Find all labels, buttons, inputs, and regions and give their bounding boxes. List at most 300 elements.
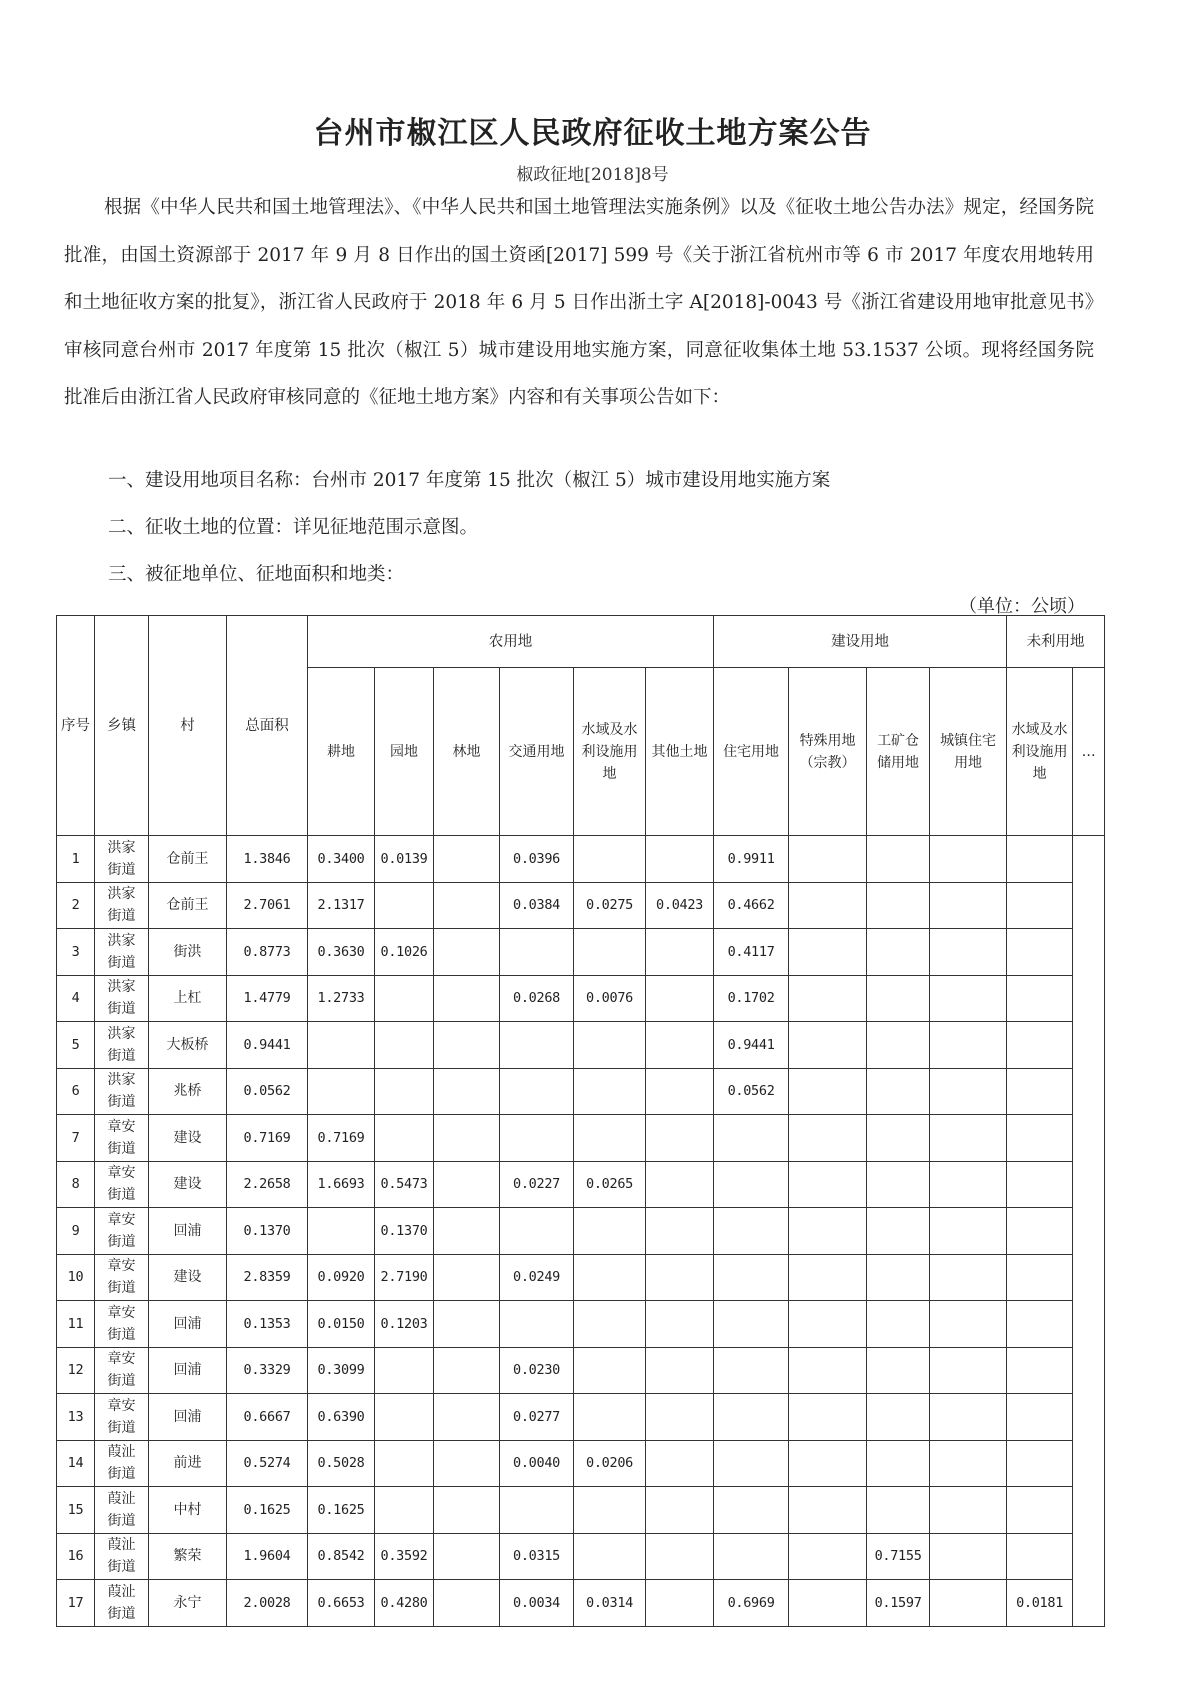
- cell-value: 0.0275: [574, 882, 646, 929]
- cell-value: 0.0181: [1007, 1580, 1073, 1627]
- cell-value: [375, 1394, 434, 1441]
- cell-value: [1007, 836, 1073, 883]
- cell-total: 0.0562: [227, 1068, 308, 1115]
- cell-value: 0.3592: [375, 1533, 434, 1580]
- cell-unused-other-empty: [1073, 836, 1105, 1627]
- cell-value: [375, 1347, 434, 1394]
- cell-seq: 1: [57, 836, 95, 883]
- town-line: 街道: [107, 908, 136, 925]
- cell-town: [95, 1301, 149, 1348]
- header-total: 总面积: [227, 616, 308, 836]
- cell-total: 1.3846: [227, 836, 308, 883]
- cell-value: 0.1026: [375, 929, 434, 976]
- cell-seq: 9: [57, 1208, 95, 1255]
- table-row: [57, 1394, 1105, 1441]
- cell-value: 0.0206: [574, 1440, 646, 1487]
- cell-value: [789, 1487, 867, 1534]
- cell-value: [434, 882, 500, 929]
- cell-town: [95, 1161, 149, 1208]
- cell-value: [714, 1533, 789, 1580]
- cell-value: [308, 1208, 375, 1255]
- town-line: 街道: [107, 1094, 136, 1111]
- cell-value: [574, 1487, 646, 1534]
- cell-value: [789, 929, 867, 976]
- cell-value: 0.0314: [574, 1580, 646, 1627]
- item-location: 二、征收土地的位置：详见征地范围示意图。: [108, 517, 479, 538]
- cell-value: [574, 1533, 646, 1580]
- cell-value: [789, 1161, 867, 1208]
- cell-value: [1007, 1115, 1073, 1162]
- cell-value: [867, 1068, 930, 1115]
- cell-value: [789, 1022, 867, 1069]
- cell-value: [434, 1068, 500, 1115]
- item-project-name: 一、建设用地项目名称：台州市 2017 年度第 15 批次（椒江 5）城市建设用地实施方案: [108, 470, 831, 491]
- town-line: 章安: [107, 1304, 136, 1321]
- cell-value: [574, 1068, 646, 1115]
- cell-village: 大板桥: [149, 1022, 227, 1069]
- cell-value: [714, 1487, 789, 1534]
- cell-value: 0.1597: [867, 1580, 930, 1627]
- cell-seq: 17: [57, 1580, 95, 1627]
- cell-seq: 10: [57, 1254, 95, 1301]
- cell-value: [867, 882, 930, 929]
- cell-value: 0.0230: [500, 1347, 574, 1394]
- cell-village: 仓前王: [149, 882, 227, 929]
- town-line: 洪家: [107, 1072, 136, 1089]
- cell-value: 0.1702: [714, 975, 789, 1022]
- cell-town: [95, 1440, 149, 1487]
- cell-value: [930, 1580, 1007, 1627]
- cell-total: 2.2658: [227, 1161, 308, 1208]
- cell-value: [789, 1208, 867, 1255]
- cell-value: [375, 975, 434, 1022]
- cell-village: 建设: [149, 1254, 227, 1301]
- cell-value: [789, 1068, 867, 1115]
- cell-total: 0.1625: [227, 1487, 308, 1534]
- cell-value: 0.0040: [500, 1440, 574, 1487]
- town-line: 洪家: [107, 839, 136, 856]
- cell-value: [574, 1022, 646, 1069]
- cell-total: 0.8773: [227, 929, 308, 976]
- cell-value: [930, 1022, 1007, 1069]
- cell-town: [95, 1068, 149, 1115]
- cell-value: [434, 836, 500, 883]
- town-line: 街道: [107, 1233, 136, 1250]
- cell-town: [95, 1208, 149, 1255]
- town-line: 章安: [107, 1258, 136, 1275]
- cell-value: [1007, 1068, 1073, 1115]
- cell-value: 0.0384: [500, 882, 574, 929]
- table-row: [57, 1068, 1105, 1115]
- cell-value: [646, 1440, 714, 1487]
- town-line: 街道: [107, 1512, 136, 1529]
- table-row: [57, 929, 1105, 976]
- cell-value: [646, 975, 714, 1022]
- cell-value: [867, 975, 930, 1022]
- cell-village: 上杠: [149, 975, 227, 1022]
- table-row: [57, 882, 1105, 929]
- cell-value: [714, 1347, 789, 1394]
- town-line: 街道: [107, 1605, 136, 1622]
- cell-value: [574, 1115, 646, 1162]
- cell-value: [1007, 1487, 1073, 1534]
- cell-value: 0.7169: [308, 1115, 375, 1162]
- header-group-unused: 未利用地: [1007, 616, 1105, 668]
- header-group-agricultural: 农用地: [308, 616, 714, 668]
- cell-value: 0.7155: [867, 1533, 930, 1580]
- cell-value: 0.0150: [308, 1301, 375, 1348]
- header-agri-1: 园地: [375, 668, 434, 836]
- cell-value: [1007, 975, 1073, 1022]
- cell-value: [375, 882, 434, 929]
- cell-value: [646, 1301, 714, 1348]
- cell-value: [930, 1068, 1007, 1115]
- cell-value: 0.0315: [500, 1533, 574, 1580]
- town-line: 洪家: [107, 932, 136, 949]
- cell-value: [434, 1394, 500, 1441]
- header-unused-0: 水域及水利设施用地: [1007, 668, 1073, 836]
- cell-value: [714, 1161, 789, 1208]
- header-build-2: 工矿仓储用地: [867, 668, 930, 836]
- cell-value: [867, 1022, 930, 1069]
- header-agri-2: 林地: [434, 668, 500, 836]
- land-acquisition-table: [56, 615, 1105, 1627]
- header-seq: 序号: [57, 616, 95, 836]
- cell-value: [646, 1254, 714, 1301]
- cell-total: 0.7169: [227, 1115, 308, 1162]
- cell-value: [646, 836, 714, 883]
- cell-value: [308, 1068, 375, 1115]
- cell-value: [646, 1115, 714, 1162]
- table-row: [57, 1533, 1105, 1580]
- cell-value: [867, 1301, 930, 1348]
- cell-town: [95, 836, 149, 883]
- cell-village: 仓前王: [149, 836, 227, 883]
- cell-value: [646, 1487, 714, 1534]
- cell-value: 0.0227: [500, 1161, 574, 1208]
- cell-seq: 11: [57, 1301, 95, 1348]
- cell-town: [95, 929, 149, 976]
- town-line: 街道: [107, 1373, 136, 1390]
- cell-town: [95, 1347, 149, 1394]
- header-group-construction: 建设用地: [714, 616, 1007, 668]
- cell-value: [789, 975, 867, 1022]
- cell-total: 0.3329: [227, 1347, 308, 1394]
- cell-value: [930, 1115, 1007, 1162]
- cell-value: [646, 1161, 714, 1208]
- cell-town: [95, 1254, 149, 1301]
- cell-value: [1007, 1022, 1073, 1069]
- cell-value: [930, 882, 1007, 929]
- cell-value: 0.0423: [646, 882, 714, 929]
- header-build-1: 特殊用地（宗教）: [789, 668, 867, 836]
- cell-value: [714, 1394, 789, 1441]
- town-line: 章安: [107, 1118, 136, 1135]
- town-line: 葭沚: [107, 1537, 136, 1554]
- header-village: 村: [149, 616, 227, 836]
- cell-seq: 4: [57, 975, 95, 1022]
- town-line: 街道: [107, 1419, 136, 1436]
- cell-village: 建设: [149, 1115, 227, 1162]
- cell-value: [434, 1161, 500, 1208]
- town-line: 章安: [107, 1211, 136, 1228]
- document-number: 椒政征地[2018]8号: [516, 165, 669, 185]
- cell-value: 0.1203: [375, 1301, 434, 1348]
- cell-seq: 2: [57, 882, 95, 929]
- cell-village: 回浦: [149, 1347, 227, 1394]
- cell-value: [434, 1115, 500, 1162]
- cell-value: [1007, 882, 1073, 929]
- table-row: [57, 836, 1105, 883]
- cell-value: [867, 929, 930, 976]
- cell-value: [500, 1208, 574, 1255]
- town-line: 章安: [107, 1165, 136, 1182]
- cell-value: [646, 929, 714, 976]
- cell-value: 0.0249: [500, 1254, 574, 1301]
- cell-value: [1007, 1347, 1073, 1394]
- cell-seq: 13: [57, 1394, 95, 1441]
- cell-value: [867, 1161, 930, 1208]
- cell-value: 0.0034: [500, 1580, 574, 1627]
- cell-value: [930, 1394, 1007, 1441]
- cell-town: [95, 1580, 149, 1627]
- cell-value: [500, 1301, 574, 1348]
- header-agri-5: 其他土地: [646, 668, 714, 836]
- cell-value: [1007, 1208, 1073, 1255]
- town-line: 洪家: [107, 886, 136, 903]
- cell-value: [714, 1208, 789, 1255]
- header-unused-1: …: [1073, 668, 1105, 836]
- header-agri-4: 水域及水利设施用地: [574, 668, 646, 836]
- cell-total: 0.6667: [227, 1394, 308, 1441]
- cell-value: 0.3400: [308, 836, 375, 883]
- cell-value: [1007, 1254, 1073, 1301]
- cell-value: [867, 1347, 930, 1394]
- cell-value: [375, 1115, 434, 1162]
- cell-value: [375, 1068, 434, 1115]
- cell-value: 0.4662: [714, 882, 789, 929]
- cell-value: 0.8542: [308, 1533, 375, 1580]
- cell-value: [789, 1301, 867, 1348]
- cell-town: [95, 975, 149, 1022]
- cell-value: 0.5028: [308, 1440, 375, 1487]
- town-line: 洪家: [107, 1025, 136, 1042]
- cell-seq: 16: [57, 1533, 95, 1580]
- cell-town: [95, 882, 149, 929]
- town-line: 街道: [107, 1559, 136, 1576]
- table-row: [57, 1115, 1105, 1162]
- table-row: [57, 1301, 1105, 1348]
- header-agri-0: 耕地: [308, 668, 375, 836]
- cell-value: 0.9911: [714, 836, 789, 883]
- cell-value: 0.0268: [500, 975, 574, 1022]
- cell-value: [434, 1022, 500, 1069]
- cell-value: 0.0562: [714, 1068, 789, 1115]
- cell-seq: 7: [57, 1115, 95, 1162]
- cell-value: [434, 1440, 500, 1487]
- cell-value: [434, 929, 500, 976]
- cell-value: [574, 1254, 646, 1301]
- cell-seq: 12: [57, 1347, 95, 1394]
- cell-value: 0.6653: [308, 1580, 375, 1627]
- cell-value: 0.3099: [308, 1347, 375, 1394]
- cell-value: [867, 1440, 930, 1487]
- cell-value: [646, 1068, 714, 1115]
- cell-value: 0.3630: [308, 929, 375, 976]
- town-line: 街道: [107, 1140, 136, 1157]
- cell-total: 1.4779: [227, 975, 308, 1022]
- cell-value: [434, 1254, 500, 1301]
- cell-value: 0.1625: [308, 1487, 375, 1534]
- cell-village: 前进: [149, 1440, 227, 1487]
- town-line: 章安: [107, 1397, 136, 1414]
- cell-value: [714, 1254, 789, 1301]
- cell-total: 2.7061: [227, 882, 308, 929]
- cell-value: [789, 1440, 867, 1487]
- cell-value: [930, 1440, 1007, 1487]
- cell-value: 0.0139: [375, 836, 434, 883]
- cell-value: 0.0920: [308, 1254, 375, 1301]
- cell-seq: 3: [57, 929, 95, 976]
- cell-value: 0.5473: [375, 1161, 434, 1208]
- cell-value: [930, 975, 1007, 1022]
- town-line: 街道: [107, 861, 136, 878]
- cell-value: [930, 1533, 1007, 1580]
- cell-value: [500, 1068, 574, 1115]
- header-build-3: 城镇住宅用地: [930, 668, 1007, 836]
- cell-town: [95, 1115, 149, 1162]
- town-line: 章安: [107, 1351, 136, 1368]
- cell-value: [789, 1580, 867, 1627]
- cell-value: [1007, 1301, 1073, 1348]
- cell-value: [646, 1347, 714, 1394]
- cell-value: 0.1370: [375, 1208, 434, 1255]
- cell-total: 2.0028: [227, 1580, 308, 1627]
- cell-value: [500, 1022, 574, 1069]
- cell-value: [789, 882, 867, 929]
- cell-total: 2.8359: [227, 1254, 308, 1301]
- cell-value: [789, 836, 867, 883]
- cell-value: [1007, 1394, 1073, 1441]
- cell-value: [714, 1115, 789, 1162]
- cell-value: 2.1317: [308, 882, 375, 929]
- cell-total: 0.5274: [227, 1440, 308, 1487]
- cell-value: [930, 1487, 1007, 1534]
- cell-town: [95, 1022, 149, 1069]
- cell-value: [789, 1254, 867, 1301]
- cell-value: [930, 929, 1007, 976]
- cell-value: [500, 1115, 574, 1162]
- table-row: [57, 1487, 1105, 1534]
- table-row: [57, 1254, 1105, 1301]
- intro-paragraph: 根据《中华人民共和国土地管理法》、《中华人民共和国土地管理法实施条例》以及《征收土地公告办法》规定，经国务院批准，由国土资源部于 2017 年 9 月 8 日作出的国土资函[2017] 599 号《关于浙江省杭州市等 6 市 2017 年度农用地转用和土地征收方案的批复》，浙江省人民政府于 2018 年 6 月 5 日作出浙土字 A[2018]-0043 号《浙江省建设用地审批意见书》审核同意台州市 2017 年度第 15 批次（椒江 5）城市建设用地实施方案，同意征收集体土地 53.1537 公顷。现将经国务院批准后由浙江省人民政府审核同意的《征地土地方案》内容和有关事项公告如下：: [64, 197, 1094, 408]
- cell-village: 回浦: [149, 1394, 227, 1441]
- item-units-area: 三、被征地单位、征地面积和地类：: [108, 564, 405, 585]
- cell-value: [574, 1301, 646, 1348]
- town-line: 葭沚: [107, 1444, 136, 1461]
- cell-value: [789, 1533, 867, 1580]
- cell-village: 繁荣: [149, 1533, 227, 1580]
- cell-seq: 14: [57, 1440, 95, 1487]
- cell-village: 街洪: [149, 929, 227, 976]
- cell-value: [646, 1533, 714, 1580]
- cell-value: [789, 1394, 867, 1441]
- cell-value: [375, 1440, 434, 1487]
- cell-value: [930, 1208, 1007, 1255]
- cell-value: [867, 1208, 930, 1255]
- town-line: 葭沚: [107, 1583, 136, 1600]
- cell-value: [867, 1487, 930, 1534]
- cell-value: [500, 929, 574, 976]
- cell-value: [646, 1394, 714, 1441]
- cell-value: [434, 1301, 500, 1348]
- table-row: [57, 1347, 1105, 1394]
- town-line: 街道: [107, 1466, 136, 1483]
- cell-value: 1.2733: [308, 975, 375, 1022]
- cell-total: 0.1370: [227, 1208, 308, 1255]
- cell-value: 0.4117: [714, 929, 789, 976]
- cell-value: [1007, 929, 1073, 976]
- cell-value: [867, 1394, 930, 1441]
- cell-value: [789, 1347, 867, 1394]
- cell-value: 0.4280: [375, 1580, 434, 1627]
- table-row: [57, 1580, 1105, 1627]
- cell-value: [1007, 1440, 1073, 1487]
- cell-value: [646, 1208, 714, 1255]
- cell-value: [574, 929, 646, 976]
- town-line: 洪家: [107, 979, 136, 996]
- cell-value: [930, 1301, 1007, 1348]
- cell-value: [574, 1347, 646, 1394]
- cell-seq: 5: [57, 1022, 95, 1069]
- cell-value: [375, 1022, 434, 1069]
- cell-total: 1.9604: [227, 1533, 308, 1580]
- cell-value: [646, 1580, 714, 1627]
- cell-value: 0.0076: [574, 975, 646, 1022]
- cell-village: 回浦: [149, 1208, 227, 1255]
- cell-value: [434, 1347, 500, 1394]
- cell-value: [375, 1487, 434, 1534]
- cell-value: [574, 1208, 646, 1255]
- cell-value: [714, 1301, 789, 1348]
- table-row: [57, 1022, 1105, 1069]
- town-line: 街道: [107, 954, 136, 971]
- town-line: 街道: [107, 1001, 136, 1018]
- cell-value: [434, 1580, 500, 1627]
- cell-value: 2.7190: [375, 1254, 434, 1301]
- header-agri-3: 交通用地: [500, 668, 574, 836]
- cell-value: [500, 1487, 574, 1534]
- cell-village: 兆桥: [149, 1068, 227, 1115]
- cell-value: 0.6969: [714, 1580, 789, 1627]
- header-build-0: 住宅用地: [714, 668, 789, 836]
- cell-value: [714, 1440, 789, 1487]
- cell-value: [574, 1394, 646, 1441]
- cell-town: [95, 1533, 149, 1580]
- town-line: 街道: [107, 1047, 136, 1064]
- table-row: [57, 1208, 1105, 1255]
- town-line: 街道: [107, 1187, 136, 1204]
- town-line: 葭沚: [107, 1490, 136, 1507]
- cell-value: [930, 1161, 1007, 1208]
- table-row: [57, 975, 1105, 1022]
- cell-village: 建设: [149, 1161, 227, 1208]
- cell-value: [434, 1487, 500, 1534]
- cell-value: [867, 1115, 930, 1162]
- document-title: 台州市椒江区人民政府征收土地方案公告: [313, 116, 872, 151]
- cell-seq: 6: [57, 1068, 95, 1115]
- cell-village: 永宁: [149, 1580, 227, 1627]
